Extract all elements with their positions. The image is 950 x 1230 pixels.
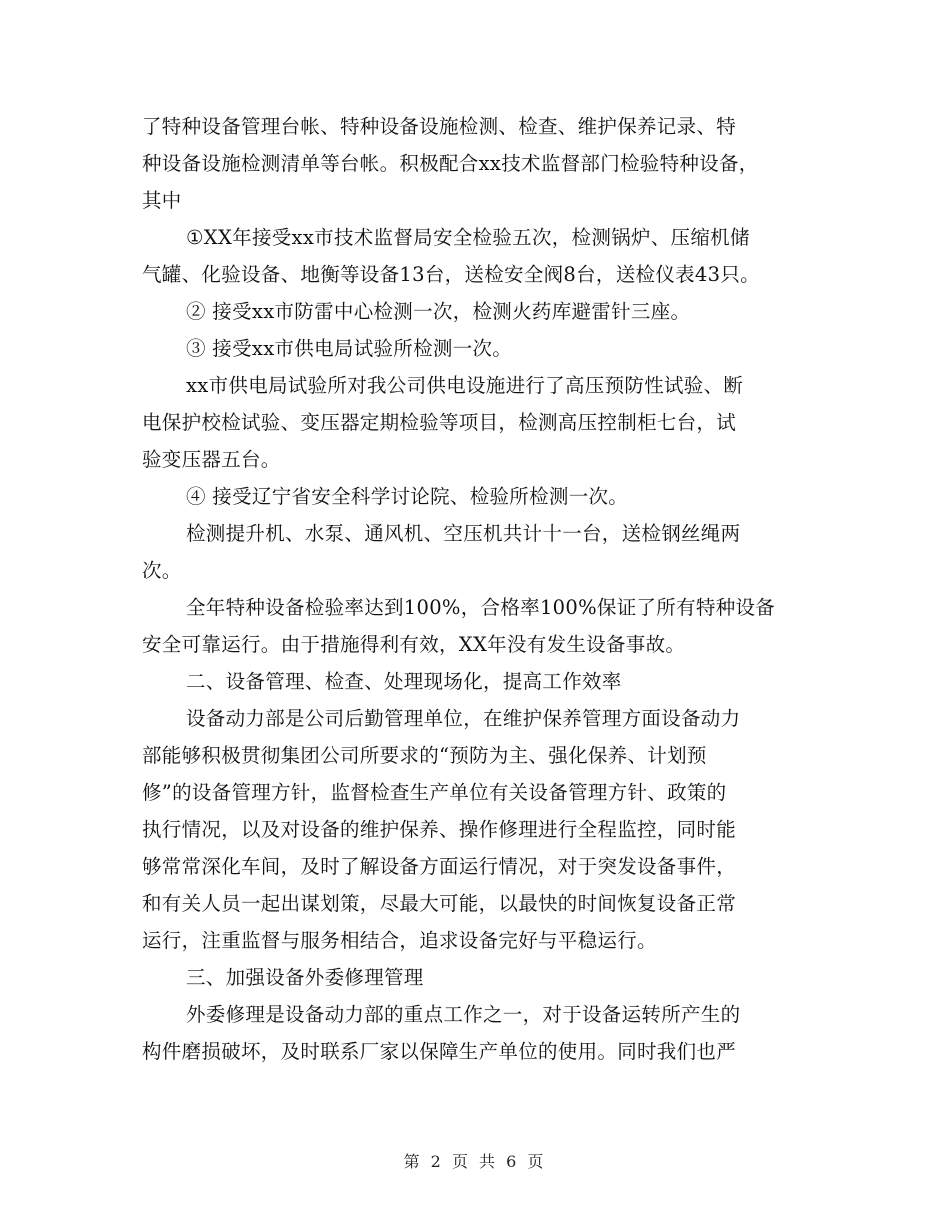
text-line: xx市供电局试验所对我公司供电设施进行了高压预防性试验、断 <box>186 374 744 397</box>
text-line: 验变压器五台。 <box>142 448 281 471</box>
text-line: 执行情况，以及对设备的维护保养、操作修理进行全程监控，同时能 <box>142 818 737 841</box>
text-line: ② 接受xx市防雷中心检测一次，检测火药库避雷针三座。 <box>186 300 691 323</box>
page-footer: 第 2 页 共 6 页 <box>403 1152 547 1171</box>
text-line: 和有关人员一起出谋划策，尽最大可能，以最快的时间恢复设备正常 <box>142 892 737 915</box>
text-line: 设备动力部是公司后勤管理单位，在维护保养管理方面设备动力 <box>186 707 741 730</box>
text-line: 够常常深化车间，及时了解设备方面运行情况，对于突发设备事件， <box>142 855 737 878</box>
text-line: 其中 <box>142 189 182 212</box>
text-line: 运行，注重监督与服务相结合，追求设备完好与平稳运行。 <box>142 929 657 952</box>
text-line: ③ 接受xx市供电局试验所检测一次。 <box>186 337 513 360</box>
text-line: 次。 <box>142 559 182 582</box>
text-line: 了特种设备管理台帐、特种设备设施检测、检查、维护保养记录、特 <box>142 115 737 138</box>
text-line: 气罐、化验设备、地衡等设备13台，送检安全阀8台，送检仪表43只。 <box>142 263 760 286</box>
text-line: 种设备设施检测清单等台帐。积极配合xx技术监督部门检验特种设备， <box>142 152 759 175</box>
text-line: 检测提升机、水泵、通风机、空压机共计十一台，送检钢丝绳两 <box>186 522 741 545</box>
text-line: 电保护校检试验、变压器定期检验等项目，检测高压控制柜七台，试 <box>142 411 737 434</box>
document-body <box>142 108 822 1070</box>
section-heading: 三、加强设备外委修理管理 <box>186 966 424 989</box>
text-line: ①XX年接受xx市技术监督局安全检验五次，检测锅炉、压缩机储 <box>186 226 750 249</box>
text-line: 安全可靠运行。由于措施得利有效，XX年没有发生设备事故。 <box>142 633 686 656</box>
text-line: 修”的设备管理方针，监督检查生产单位有关设备管理方针、政策的 <box>142 781 727 804</box>
text-line: 部能够积极贯彻集团公司所要求的“预防为主、强化保养、计划预 <box>142 744 707 767</box>
text-line: 全年特种设备检验率达到100%，合格率100%保证了所有特种设备 <box>186 596 776 619</box>
text-line: 构件磨损破坏，及时联系厂家以保障生产单位的使用。同时我们也严 <box>142 1040 737 1063</box>
section-heading: 二、设备管理、检查、处理现场化，提高工作效率 <box>186 670 622 693</box>
text-line: ④ 接受辽宁省安全科学讨论院、检验所检测一次。 <box>186 485 629 508</box>
text-line: 外委修理是设备动力部的重点工作之一，对于设备运转所产生的 <box>186 1003 741 1026</box>
